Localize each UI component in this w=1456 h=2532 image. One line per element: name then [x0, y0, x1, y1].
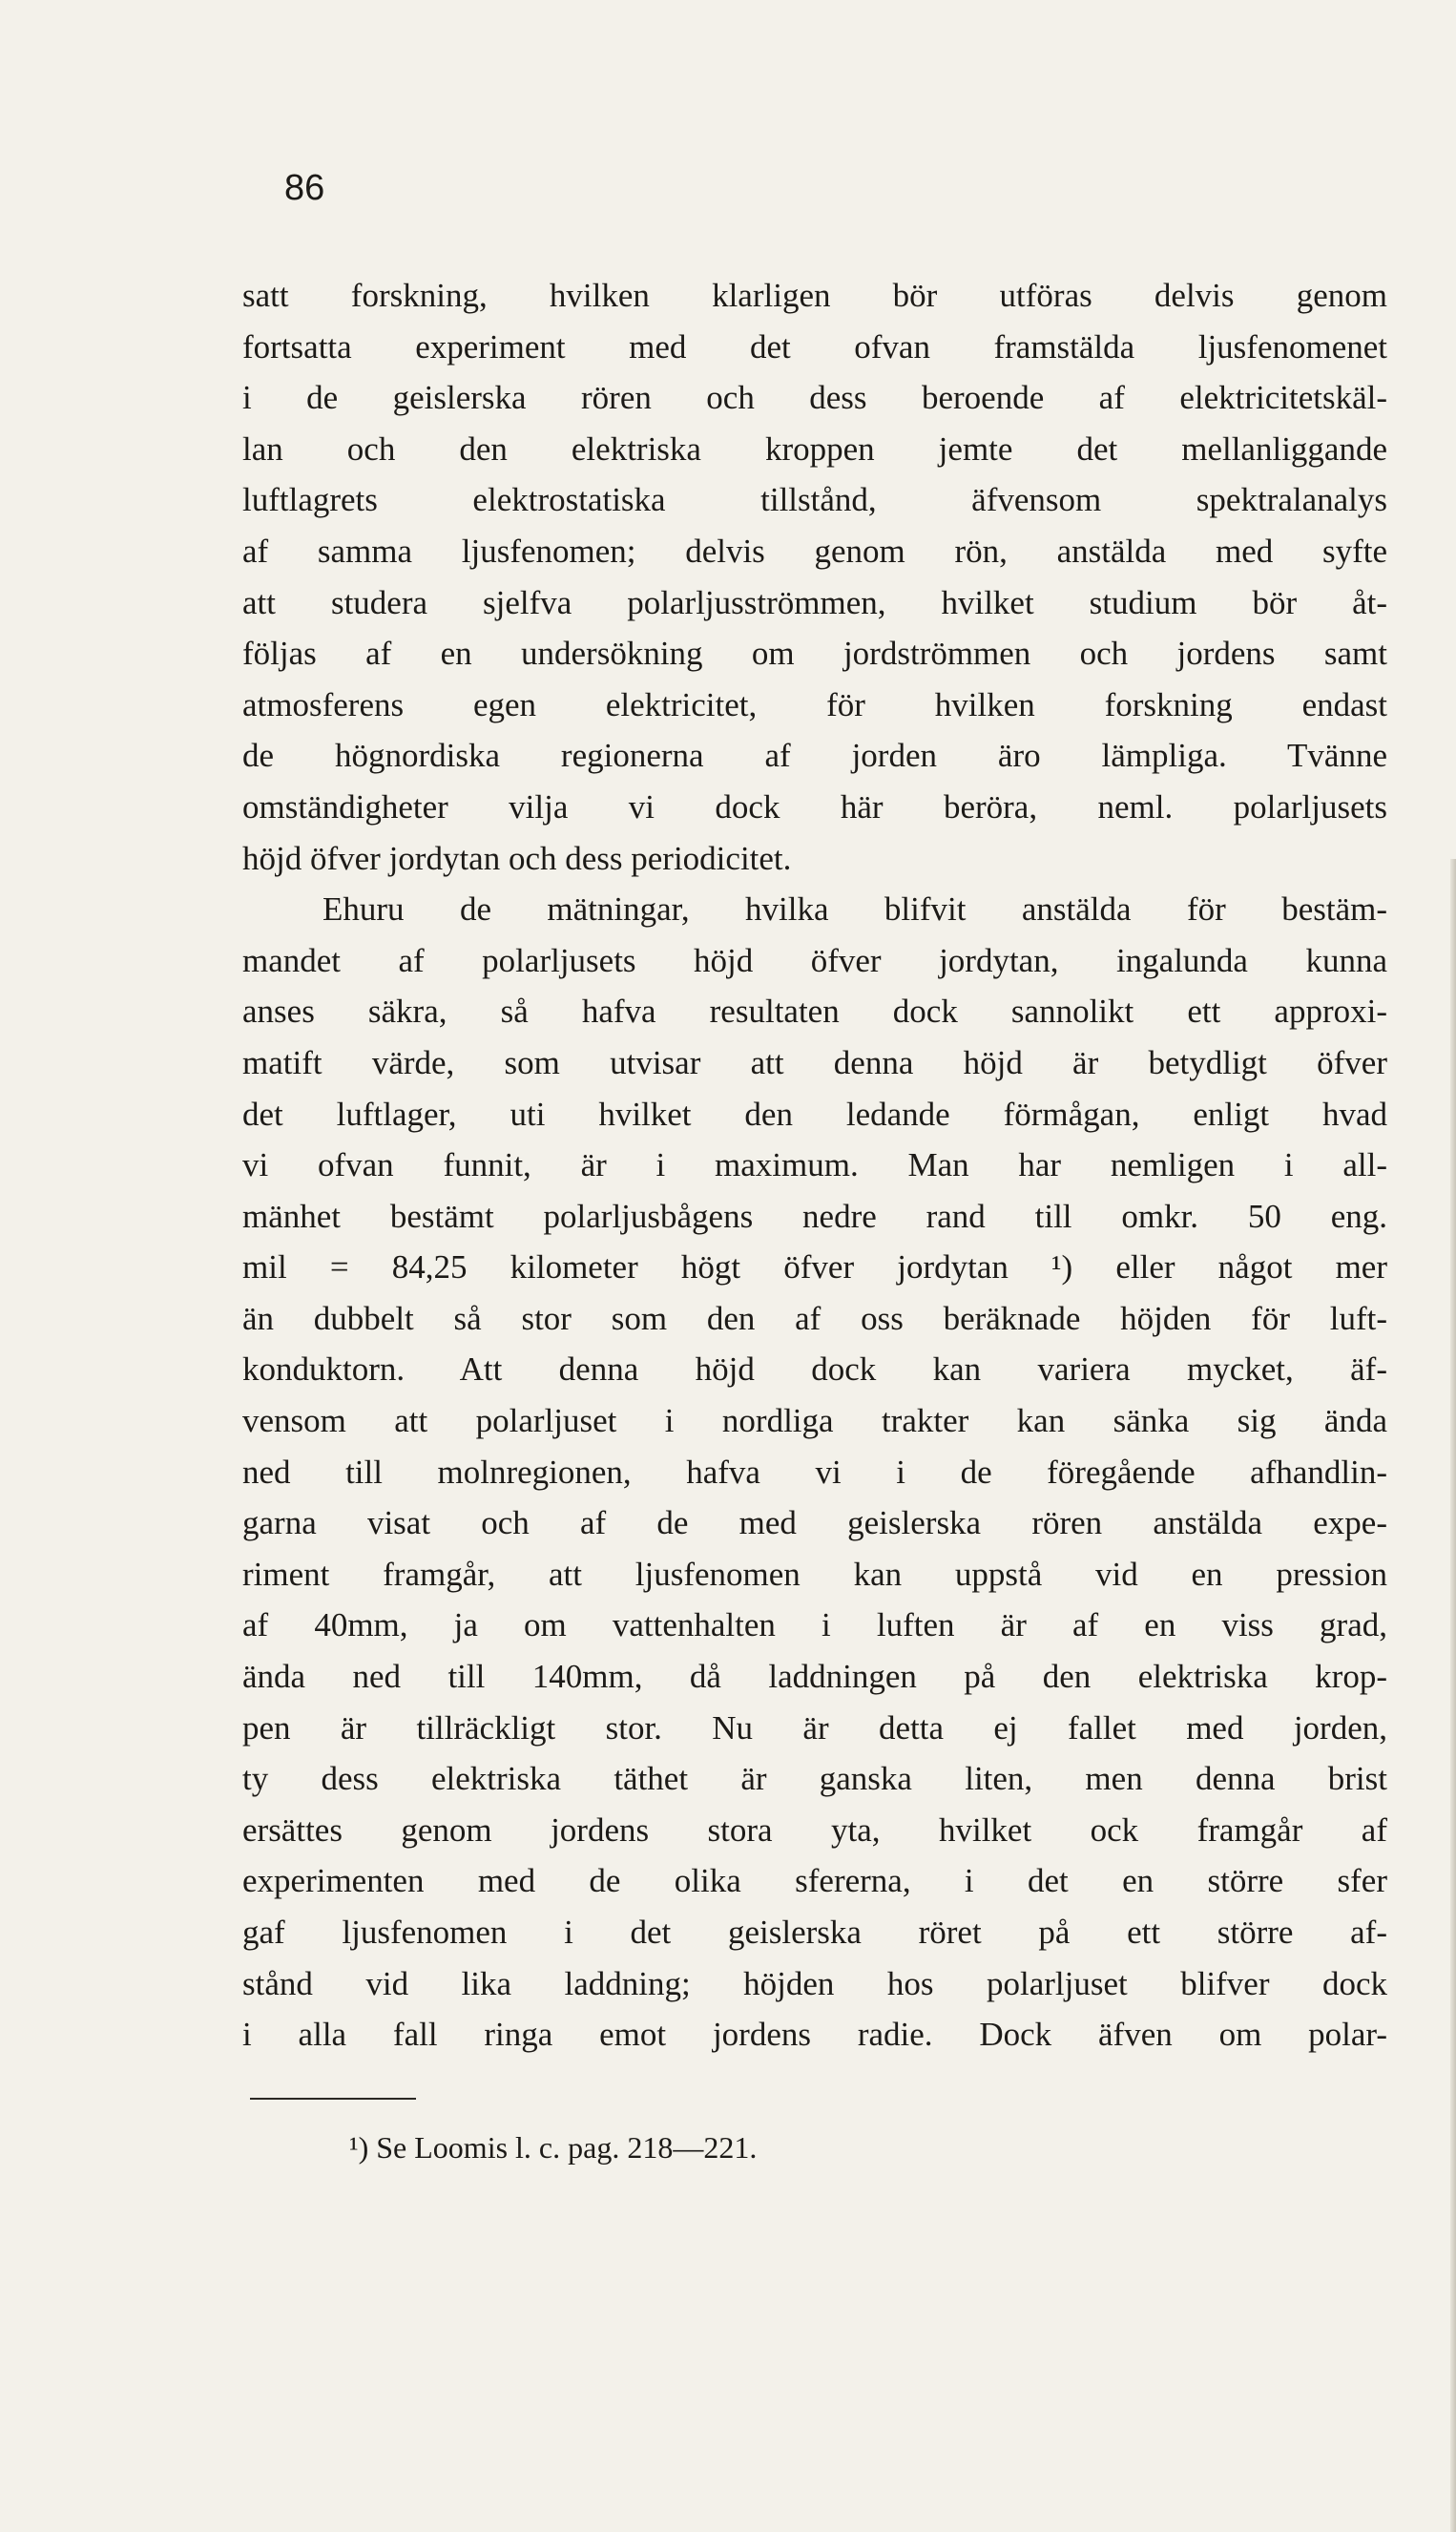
text-line: omständigheter vilja vi dock här beröra, neml. polarljusets	[242, 787, 1387, 826]
text-line: satt forskning, hvilken klarligen bör utföras delvis genom	[242, 277, 1387, 314]
text-line: Ehuru de mätningar, hvilka blifvit anstälda för bestäm-	[322, 890, 1387, 929]
footnote-divider	[250, 2098, 416, 2100]
text-line: riment framgår, att ljusfenomen kan uppstå vid en pression	[242, 1555, 1387, 1593]
text-line: pen är tillräckligt stor. Nu är detta ej fallet med jorden,	[242, 1708, 1387, 1747]
text-line: konduktorn. Att denna höjd dock kan variera mycket, äf-	[242, 1350, 1387, 1389]
footnote: ¹) Se Loomis l. c. pag. 218—221.	[349, 2130, 758, 2165]
text-line: garna visat och af de med geislerska rören anstälda expe-	[242, 1504, 1387, 1542]
text-line: matift värde, som utvisar att denna höjd är betydligt öfver	[242, 1043, 1387, 1081]
text-line: vi ofvan funnit, är i maximum. Man har nemligen i all-	[242, 1146, 1387, 1184]
text-line: vensom att polarljuset i nordliga trakter kan sänka sig ända	[242, 1402, 1387, 1440]
text-line: ersättes genom jordens stora yta, hvilket ock framgår af	[242, 1810, 1387, 1849]
text-line: anses säkra, så hafva resultaten dock sannolikt ett approxi-	[242, 993, 1387, 1031]
text-line: fortsatta experiment med det ofvan framstälda ljusfenomenet	[242, 327, 1387, 366]
text-line: de högnordiska regionerna af jorden äro lämpliga. Tvänne	[242, 737, 1387, 775]
text-line: lan och den elektriska kroppen jemte det mellanliggande	[242, 429, 1387, 468]
text-line: stånd vid lika laddning; höjden hos polarljuset blifver dock	[242, 1964, 1387, 2002]
text-line: att studera sjelfva polarljusströmmen, hvilket studium bör åt-	[242, 583, 1387, 621]
text-line: i de geislerska rören och dess beroende af elektricitetskäl-	[242, 379, 1387, 417]
text-line: ända ned till 140mm, då laddningen på den elektriska krop-	[242, 1658, 1387, 1696]
text-line: experimenten med de olika sfererna, i det en större sfer	[242, 1862, 1387, 1900]
text-line: luftlagrets elektrostatiska tillstånd, äfvensom spektralanalys	[242, 481, 1387, 519]
text-line: i alla fall ringa emot jordens radie. Dock äfven om polar-	[242, 2016, 1387, 2054]
text-line: ty dess elektriska täthet är ganska liten, men denna brist	[242, 1760, 1387, 1798]
text-line: mandet af polarljusets höjd öfver jordytan, ingalunda kunna	[242, 941, 1387, 979]
text-line: följas af en undersökning om jordströmmen och jordens samt	[242, 635, 1387, 673]
text-line: af samma ljusfenomen; delvis genom rön, anstälda med syfte	[242, 532, 1387, 570]
text-line: atmosferens egen elektricitet, för hvilken forskning endast	[242, 685, 1387, 723]
text-line: mänhet bestämt polarljusbågens nedre rand till omkr. 50 eng.	[242, 1197, 1387, 1235]
text-line: än dubbelt så stor som den af oss beräknade höjden för luft-	[242, 1299, 1387, 1337]
text-line: af 40mm, ja om vattenhalten i luften är af en viss grad,	[242, 1606, 1387, 1644]
body-text	[242, 270, 1387, 2061]
page-edge-shadow	[1450, 859, 1456, 2532]
text-line: ned till molnregionen, hafva vi i de föregående afhandlin-	[242, 1453, 1387, 1491]
text-line: gaf ljusfenomen i det geislerska röret på ett större af-	[242, 1914, 1387, 1951]
text-line: det luftlager, uti hvilket den ledande förmågan, enligt hvad	[242, 1095, 1387, 1133]
text-line: höjd öfver jordytan och dess periodicitet.	[242, 839, 792, 877]
text-line: mil = 84,25 kilometer högt öfver jordytan ¹) eller något mer	[242, 1248, 1387, 1287]
page-number: 86	[284, 168, 325, 208]
